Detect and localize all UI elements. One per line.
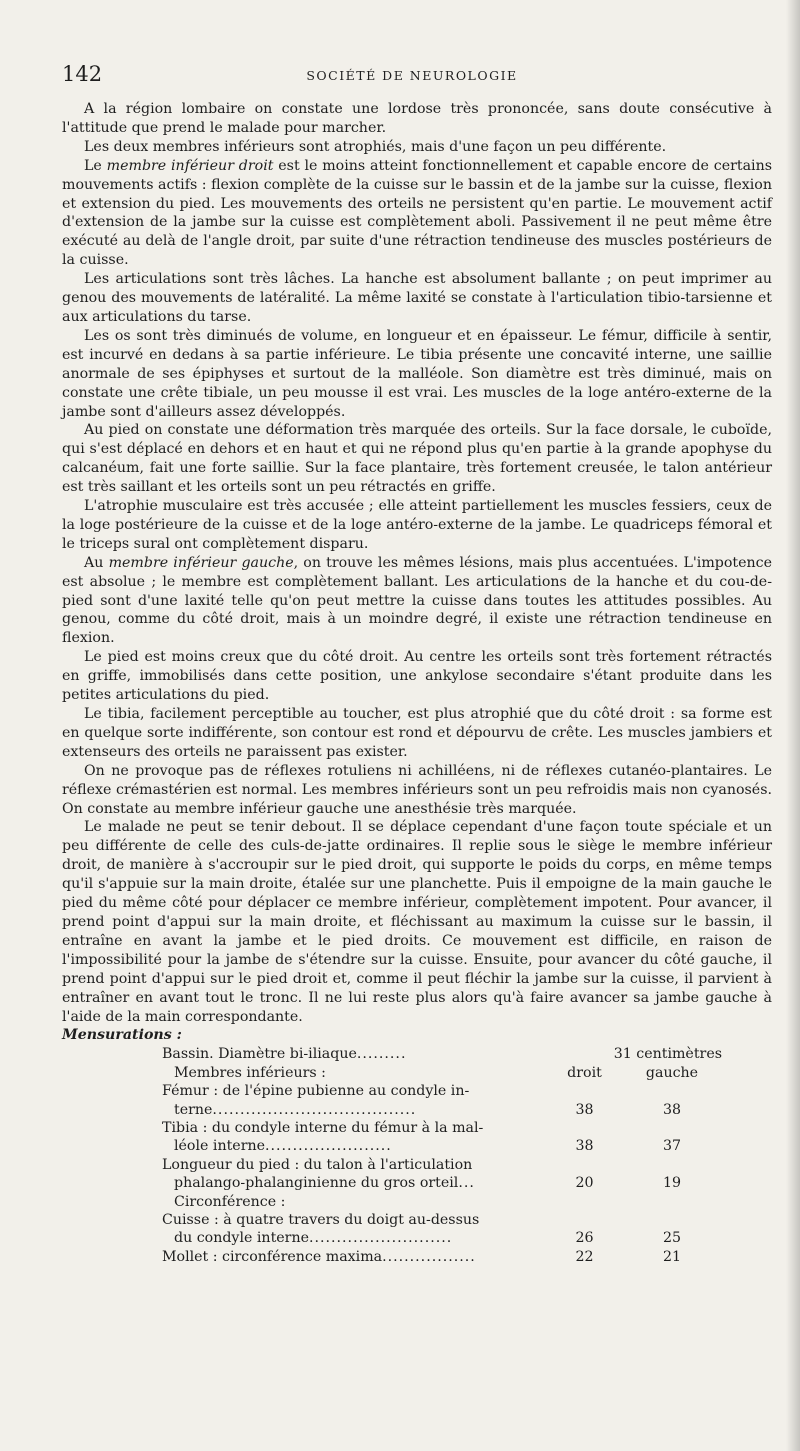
paragraph: Au membre inférieur gauche, on trouve les mêmes lésions, mais plus accentuées. L'impotence est absolue ; le membre est complètement ballant. Les articulations de la hanche et du cou-de-pied sont d'une laxité telle qu'on peut mettre la cuisse dans toutes les attitudes possibles. Au genou, comme du côté droit, mais à un moindre degré, il existe une rétraction tendineuse en flexion. (62, 554, 772, 647)
table-row: Longueur du pied : du talon à l'articulation (162, 1156, 473, 1173)
page-number: 142 (62, 62, 103, 86)
paragraph: Les deux membres inférieurs sont atrophiés, mais d'une façon un peu différente. (84, 138, 667, 155)
table-row: terne..................................... 38 38 (174, 1101, 682, 1118)
table-row: Mollet : circonférence maxima................. 22 21 (162, 1248, 682, 1265)
table-header-row: Membres inférieurs : droit gauche (162, 1064, 722, 1082)
paragraph: Le malade ne peut se tenir debout. Il se déplace cependant d'une façon toute spéciale et un peu différente de celle des culs-de-jatte ordinaires. Il replie sous le siège le membre inférieur droit, de manière à s'accroupir sur le pied droit, qui supporte le poids du corps, en même temps qu'il s'appuie sur la main droite, étalée sur une planchette. Puis il empoigne de la main gauche le pied du même côté pour déplacer ce membre inférieur, complètement impotent. Pour avancer, il prend point d'appui sur la main droite, et fléchissant au maximum la cuisse sur le bassin, il entraîne en avant la jambe et le pied droits. Ce mouvement est difficile, en raison de l'impossibilité pour la jambe de s'étendre sur la cuisse. Ensuite, pour avancer du côté gauche, il prend point d'appui sur le pied droit et, comme il peut fléchir la jambe sur la cuisse, il parvient à entraîner en avant tout le tronc. Il ne lui reste plus alors qu'à faire avancer sa jambe gauche à l'aide de la main correspondante. (62, 819, 772, 1025)
bassin-value: 31 centimètres (613, 1046, 722, 1063)
paragraph: Le tibia, facilement perceptible au toucher, est plus atrophié que du côté droit : sa forme est en quelque sorte indifférente, son contour est rond et dépourvu de crête. Les muscles jambiers et extenseurs des orteils ne paraissent pas exister. (62, 706, 772, 760)
page-body (62, 100, 772, 1266)
col-header-droit: droit (567, 1064, 602, 1081)
paragraph: Au pied on constate une déformation très marquée des orteils. Sur la face dorsale, le cuboïde, qui s'est déplacé en dehors et en haut et qui ne répond plus qu'en partie à la grande apophyse du calcanéum, fait une forte saillie. Sur la face plantaire, très fortement creusée, le talon antérieur est très saillant et les orteils sont un peu rétractés en griffe. (62, 422, 772, 496)
table-row: du condyle interne.......................... 26 25 (174, 1230, 682, 1247)
table-row: Fémur : de l'épine pubienne au condyle in- (162, 1083, 470, 1100)
page-edge-shadow (786, 0, 800, 1451)
paragraph: A la région lombaire on constate une lordose très prononcée, sans doute consécutive à l'attitude que prend le malade pour marcher. (62, 101, 772, 136)
paragraph: Le pied est moins creux que du côté droit. Au centre les orteils sont très fortement rétractés en griffe, immobilisés dans cette position, une ankylose secondaire s'étant produite dans les petites articulations du pied. (62, 649, 772, 704)
paragraph: Le membre inférieur droit est le moins atteint fonctionnellement et capable encore de certains mouvements actifs : flexion complète de la cuisse sur le bassin et de la jambe sur la cuisse, flexion et extension du pied. Les mouvements des orteils ne persistent qu'en partie. Le mouvement actif d'extension de la jambe sur la cuisse est complètement aboli. Passivement il ne peut même être exécuté au delà de l'angle droit, par suite d'une rétraction tendineuse des muscles postérieurs de la cuisse. (62, 157, 772, 269)
italic-term: membre inférieur gauche (108, 554, 294, 571)
table-row: Bassin. Diamètre bi-iliaque......... 31 centimètres (162, 1046, 722, 1063)
table-row: léole interne....................... 38 37 (174, 1138, 682, 1155)
table-row: Circonférence : (174, 1193, 286, 1210)
col-header-gauche: gauche (645, 1064, 699, 1081)
measurements-table (162, 1045, 722, 1266)
table-row: Cuisse : à quatre travers du doigt au-dessus (162, 1212, 480, 1229)
running-title: SOCIÉTÉ DE NEUROLOGIE (306, 68, 518, 83)
page-header (62, 62, 762, 92)
italic-term: membre inférieur droit (106, 157, 274, 174)
paragraph: Les os sont très diminués de volume, en longueur et en épaisseur. Le fémur, difficile à sentir, est incurvé en dedans à sa partie inférieure. Le tibia présente une concavité interne, une saillie anormale de ses épiphyses et surtout de la malléole. Son diamètre est très diminué, mais on constate une crête tibiale, un peu mousse il est vrai. Les muscles de la loge antéro-externe de la jambe sont d'ailleurs assez développés. (62, 327, 772, 420)
paragraph: Les articulations sont très lâches. La hanche est absolument ballante ; on peut imprimer au genou des mouvements de latéralité. La même laxité se constate à l'articulation tibio-tarsienne et aux articulations du tarse. (62, 271, 772, 325)
mensurations-title: Mensurations : (62, 1027, 182, 1044)
paragraph: On ne provoque pas de réflexes rotuliens ni achilléens, ni de réflexes cutanéo-plantaires. Le réflexe crémastérien est normal. Les membres inférieurs sont un peu refroidis mais non cyanosés. On constate au membre inférieur gauche une anesthésie très marquée. (62, 762, 772, 817)
paragraph: L'atrophie musculaire est très accusée ; elle atteint partiellement les muscles fessiers, ceux de la loge postérieure de la cuisse et de la loge antéro-externe de la jambe. Le quadriceps fémoral et le triceps sural ont complètement disparu. (62, 498, 772, 552)
table-row: phalango-phalanginienne du gros orteil... 20 19 (174, 1175, 682, 1192)
table-row: Tibia : du condyle interne du fémur à la mal- (162, 1120, 484, 1137)
